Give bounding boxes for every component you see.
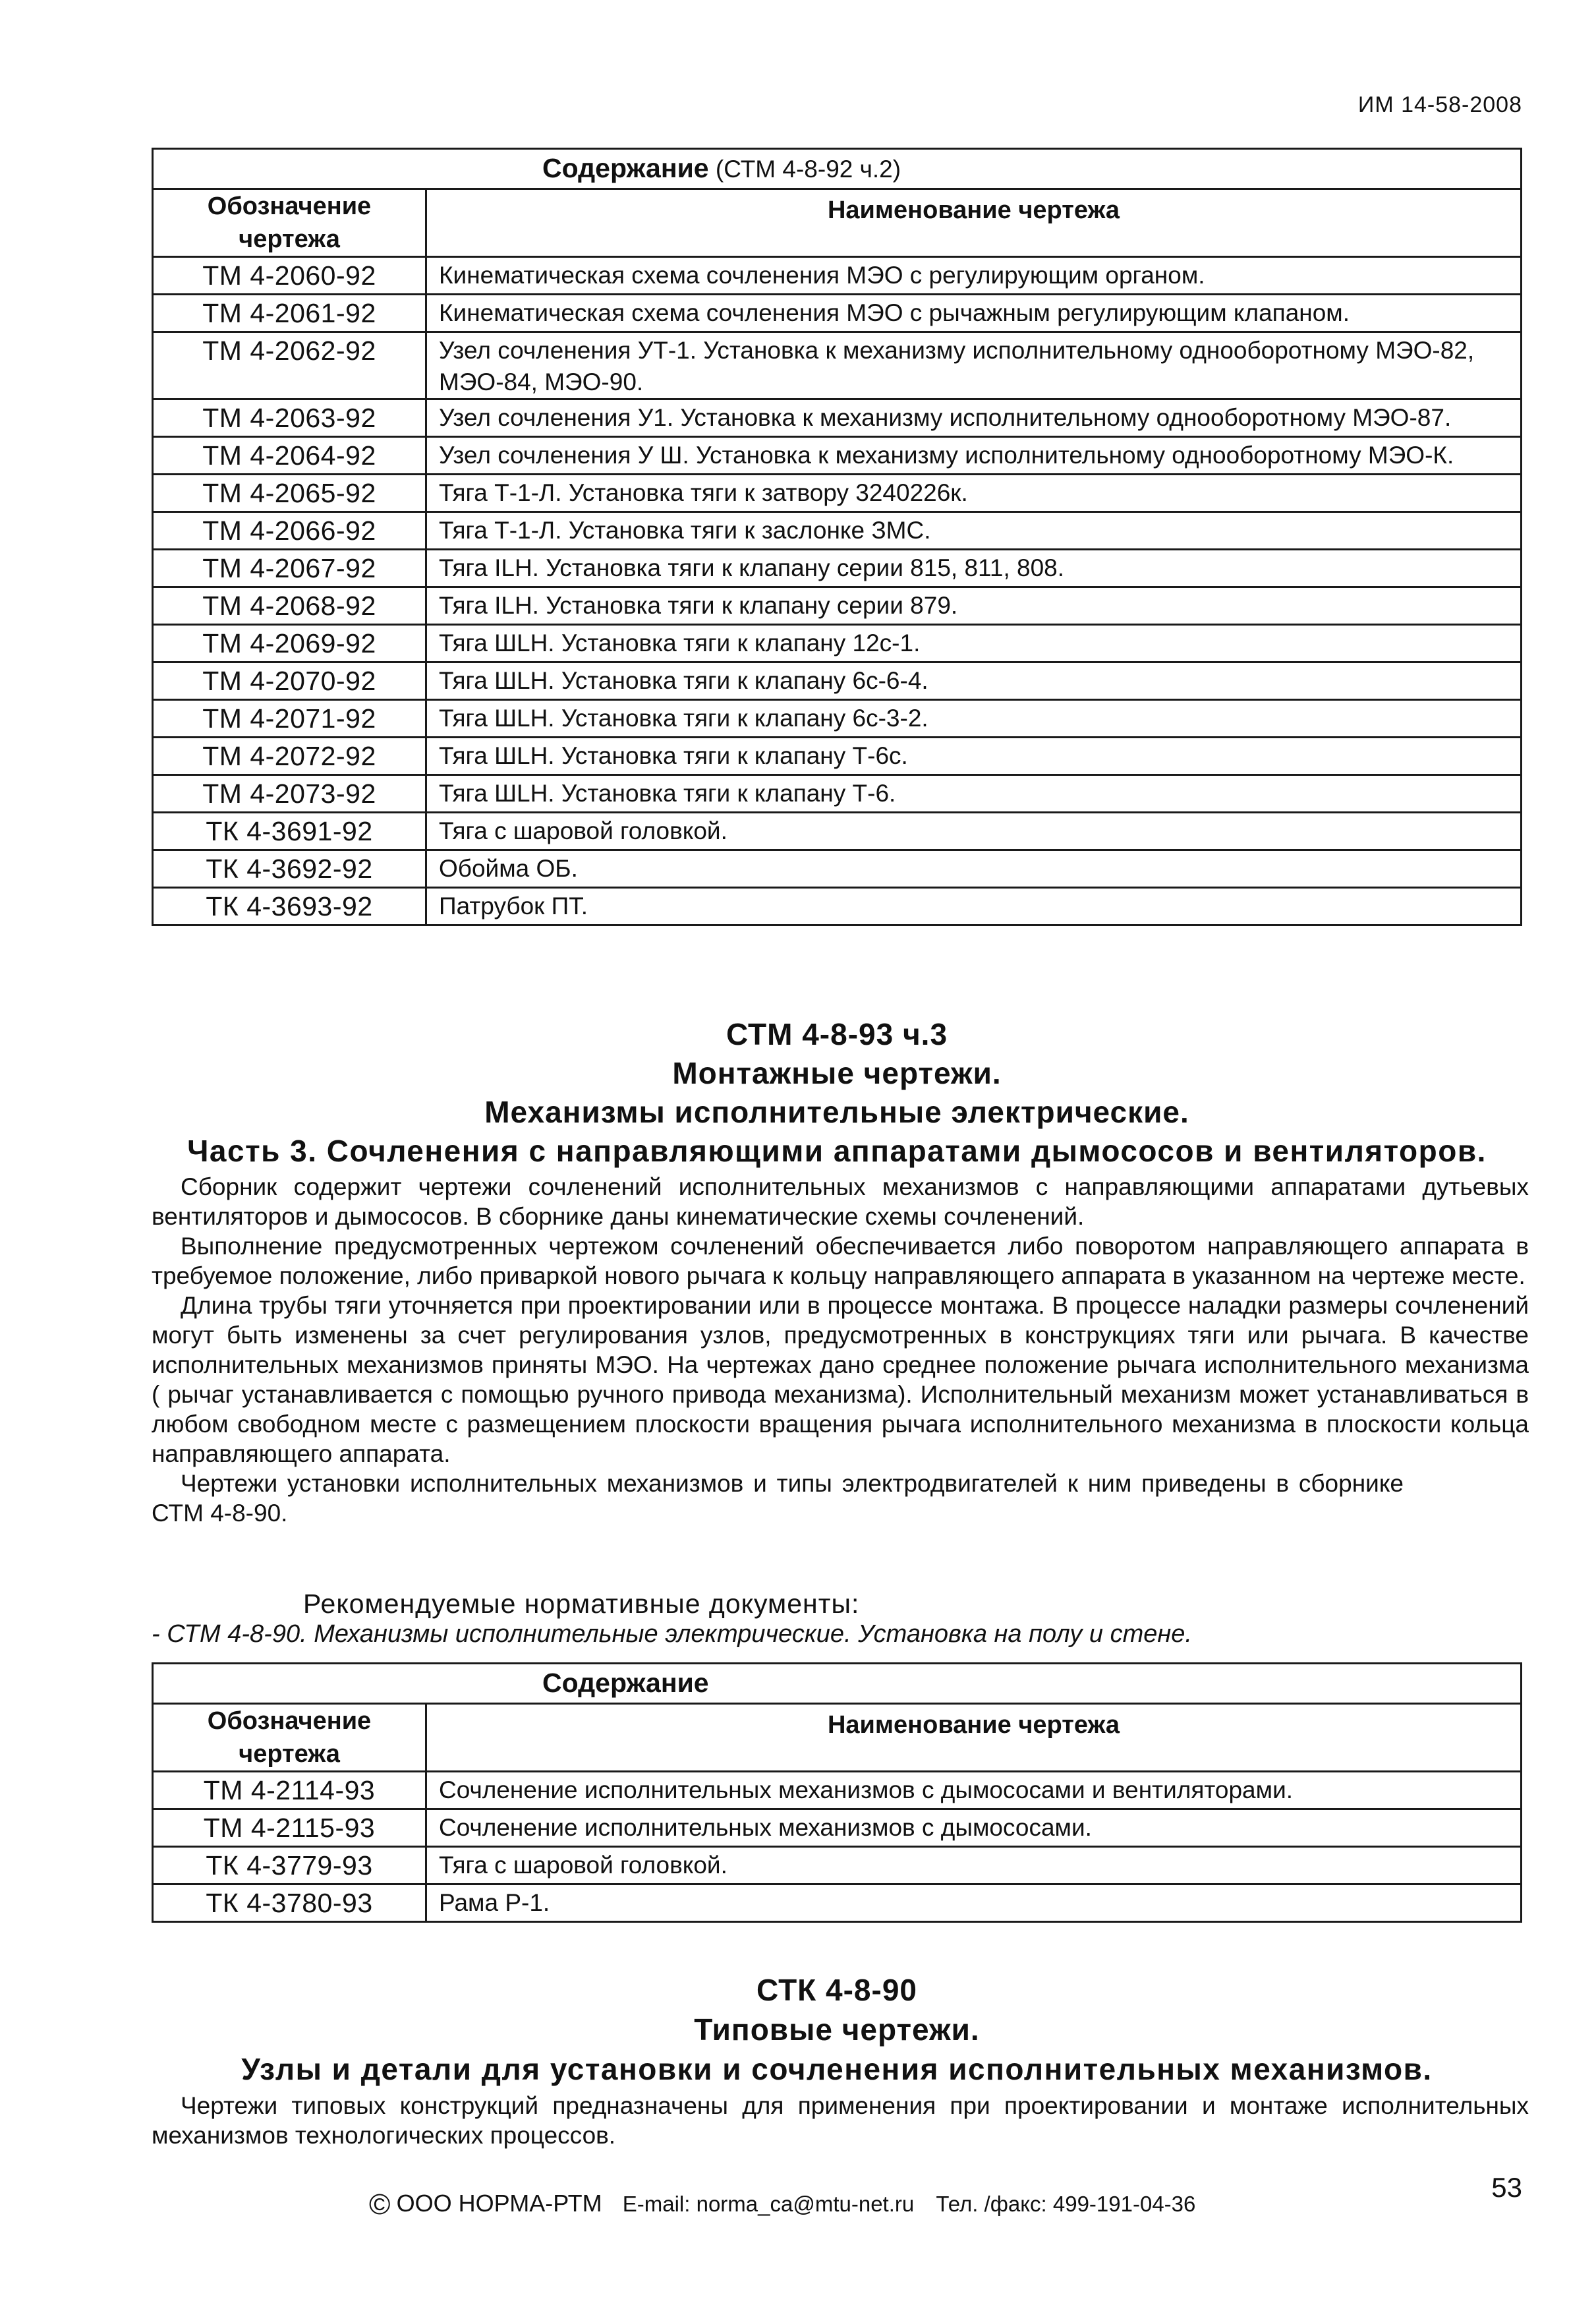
section-subject: Механизмы исполнительные электрические. <box>484 1095 1189 1129</box>
drawing-name: Кинематическая схема сочленения МЭО с регулирующим органом. <box>426 257 1522 295</box>
drawing-name: Тяга Т-1-Л. Установка тяги к затвору 3240226к. <box>426 475 1522 512</box>
table-row <box>153 1847 1522 1884</box>
drawing-name: Рама Р-1. <box>426 1884 1522 1922</box>
paragraph: Выполнение предусмотренных чертежом сочленений обеспечивается либо поворотом направляющего аппарата в требуемое положение, либо приваркой нового рычага к кольцу направляющего аппарата в указанном на чертеже месте. <box>152 1233 1529 1289</box>
contents-table-stm-4-8-93 <box>152 1662 1522 1923</box>
drawing-designation: ТМ 4-2065-92 <box>153 475 426 512</box>
drawing-name: Патрубок ПТ. <box>426 888 1522 925</box>
contact-phone: Тел. /факс: 499-191-04-36 <box>936 2192 1196 2216</box>
column-header-drawing-name: Наименование чертежа <box>426 1704 1522 1772</box>
drawing-name: Узел сочленения УТ-1. Установка к механизму исполнительному однооборотному МЭО-82, МЭО-84, МЭО-90. <box>426 332 1522 399</box>
drawing-designation: ТМ 4-2063-92 <box>153 399 426 437</box>
paragraph: Чертежи типовых конструкций предназначены для применения при проектировании и монтаже исполнительных механизмов технологических процессов. <box>152 2092 1529 2149</box>
table-caption <box>153 1664 1522 1704</box>
drawing-designation: ТМ 4-2073-92 <box>153 775 426 813</box>
table-caption <box>153 149 1522 189</box>
table-row <box>153 399 1522 437</box>
contact-email: E-mail: norma_ca@mtu-net.ru <box>622 2192 915 2216</box>
column-header-designation: Обозначение чертежа <box>153 189 426 257</box>
drawing-designation: ТК 4-3780-93 <box>153 1884 426 1922</box>
table-caption-row <box>153 149 1522 189</box>
drawing-name: Тяга ШLH. Установка тяги к клапану Т-6с. <box>426 738 1522 775</box>
drawing-name: Обойма ОБ. <box>426 850 1522 888</box>
contents-table-stm-4-8-92 <box>152 148 1522 926</box>
table-row <box>153 662 1522 700</box>
table-row <box>153 512 1522 550</box>
table-row <box>153 332 1522 399</box>
drawing-designation: ТК 4-3691-92 <box>153 813 426 850</box>
drawing-designation: ТК 4-3693-92 <box>153 888 426 925</box>
table-header-row <box>153 1704 1522 1772</box>
drawing-name: Тяга Т-1-Л. Установка тяги к заслонке ЗМС. <box>426 512 1522 550</box>
table-row <box>153 775 1522 813</box>
section-type: Монтажные чертежи. <box>672 1056 1002 1090</box>
section-code: СТМ 4-8-93 ч.3 <box>726 1017 948 1051</box>
drawing-designation: ТК 4-3692-92 <box>153 850 426 888</box>
paragraph: Сборник содержит чертежи сочленений исполнительных механизмов с направляющими аппаратами дутьевых вентиляторов и дымососов. В сборнике даны кинематические схемы сочленений. <box>152 1173 1529 1230</box>
table-header-row <box>153 189 1522 257</box>
section-part-title: Часть 3. Сочленения с направляющими аппаратами дымососов и вентиляторов. <box>187 1134 1487 1168</box>
drawing-name: Тяга ШLH. Установка тяги к клапану 6с-3-2. <box>426 700 1522 738</box>
table-row <box>153 1809 1522 1847</box>
copyright-sign: © <box>369 2188 391 2221</box>
section-subject: Узлы и детали для установки и сочленения исполнительных механизмов. <box>241 2052 1433 2086</box>
drawing-designation: ТМ 4-2114-93 <box>153 1772 426 1809</box>
drawing-designation: ТМ 4-2062-92 <box>153 332 426 399</box>
table-row <box>153 625 1522 662</box>
table-caption-subtitle: (СТМ 4-8-92 ч.2) <box>715 156 901 183</box>
drawing-name: Тяга ILH. Установка тяги к клапану серии 879. <box>426 587 1522 625</box>
table-caption-title: Содержание <box>542 153 709 183</box>
drawing-designation: ТМ 4-2067-92 <box>153 550 426 587</box>
column-header-designation: Обозначение чертежа <box>153 1704 426 1772</box>
table-row <box>153 587 1522 625</box>
drawing-name: Тяга ШLH. Установка тяги к клапану 12с-1. <box>426 625 1522 662</box>
drawing-name: Сочленение исполнительных механизмов с дымососами. <box>426 1809 1522 1847</box>
section-code: СТК 4-8-90 <box>756 1973 917 2007</box>
paragraph: Длина трубы тяги уточняется при проектировании или в процессе монтажа. В процессе наладки размеры сочленений могут быть изменены за счет регулирования узлов, предусмотренных в конструкциях тяги или рычага. В качестве исполнительных механизмов приняты МЭО. На чертежах дано среднее положение рычага исполнительного механизма ( рычаг устанавливается с помощью ручного привода механизма). Исполнительный механизм может устанавливаться в любом свободном месте с размещением плоскости вращения рычага исполнительного механизма в плоскости кольца направляющего аппарата. <box>152 1292 1529 1467</box>
table-row <box>153 738 1522 775</box>
table-row <box>153 1884 1522 1922</box>
recommended-doc-item: - СТМ 4-8-90. Механизмы исполнительные электрические. Установка на полу и стене. <box>152 1620 1192 1648</box>
publisher-name: ООО НОРМА-РТМ <box>396 2190 602 2217</box>
drawing-designation: ТМ 4-2061-92 <box>153 295 426 332</box>
drawing-designation: ТМ 4-2064-92 <box>153 437 426 475</box>
column-header-drawing-name: Наименование чертежа <box>426 189 1522 257</box>
drawing-name: Узел сочленения У1. Установка к механизму исполнительному однооборотному МЭО-87. <box>426 399 1522 437</box>
page-footer <box>369 2188 1195 2221</box>
table-row <box>153 850 1522 888</box>
section-type: Типовые чертежи. <box>694 2012 980 2047</box>
page-number: 53 <box>1491 2172 1522 2203</box>
drawing-designation: ТМ 4-2071-92 <box>153 700 426 738</box>
drawing-name: Тяга ШLH. Установка тяги к клапану 6с-6-4. <box>426 662 1522 700</box>
drawing-designation: ТМ 4-2069-92 <box>153 625 426 662</box>
paragraph: Чертежи установки исполнительных механизмов и типы электродвигателей к ним приведены в сборнике СТМ 4-8-90. <box>152 1470 1404 1527</box>
table-row <box>153 475 1522 512</box>
drawing-name: Тяга с шаровой головкой. <box>426 1847 1522 1884</box>
drawing-designation: ТМ 4-2070-92 <box>153 662 426 700</box>
drawing-name: Тяга с шаровой головкой. <box>426 813 1522 850</box>
drawing-designation: ТМ 4-2072-92 <box>153 738 426 775</box>
drawing-name: Узел сочленения У Ш. Установка к механизму исполнительному однооборотному МЭО-К. <box>426 437 1522 475</box>
table-row <box>153 813 1522 850</box>
drawing-designation: ТМ 4-2115-93 <box>153 1809 426 1847</box>
table-row <box>153 550 1522 587</box>
drawing-designation: ТК 4-3779-93 <box>153 1847 426 1884</box>
table-row <box>153 257 1522 295</box>
table-row <box>153 700 1522 738</box>
drawing-designation: ТМ 4-2068-92 <box>153 587 426 625</box>
drawing-name: Сочленение исполнительных механизмов с дымососами и вентиляторами. <box>426 1772 1522 1809</box>
section-description <box>152 2091 1529 2150</box>
drawing-name: Тяга ШLH. Установка тяги к клапану Т-6. <box>426 775 1522 813</box>
document-code: ИМ 14-58-2008 <box>1357 92 1522 117</box>
drawing-name: Тяга ILH. Установка тяги к клапану серии 815, 811, 808. <box>426 550 1522 587</box>
table-row <box>153 437 1522 475</box>
recommended-docs-title: Рекомендуемые нормативные документы: <box>303 1589 860 1619</box>
section-description <box>152 1172 1529 1528</box>
table-row <box>153 1772 1522 1809</box>
table-caption-title: Содержание <box>542 1668 709 1698</box>
table-caption-row <box>153 1664 1522 1704</box>
drawing-designation: ТМ 4-2060-92 <box>153 257 426 295</box>
table-row <box>153 888 1522 925</box>
drawing-designation: ТМ 4-2066-92 <box>153 512 426 550</box>
drawing-name: Кинематическая схема сочленения МЭО с рычажным регулирующим клапаном. <box>426 295 1522 332</box>
table-row <box>153 295 1522 332</box>
